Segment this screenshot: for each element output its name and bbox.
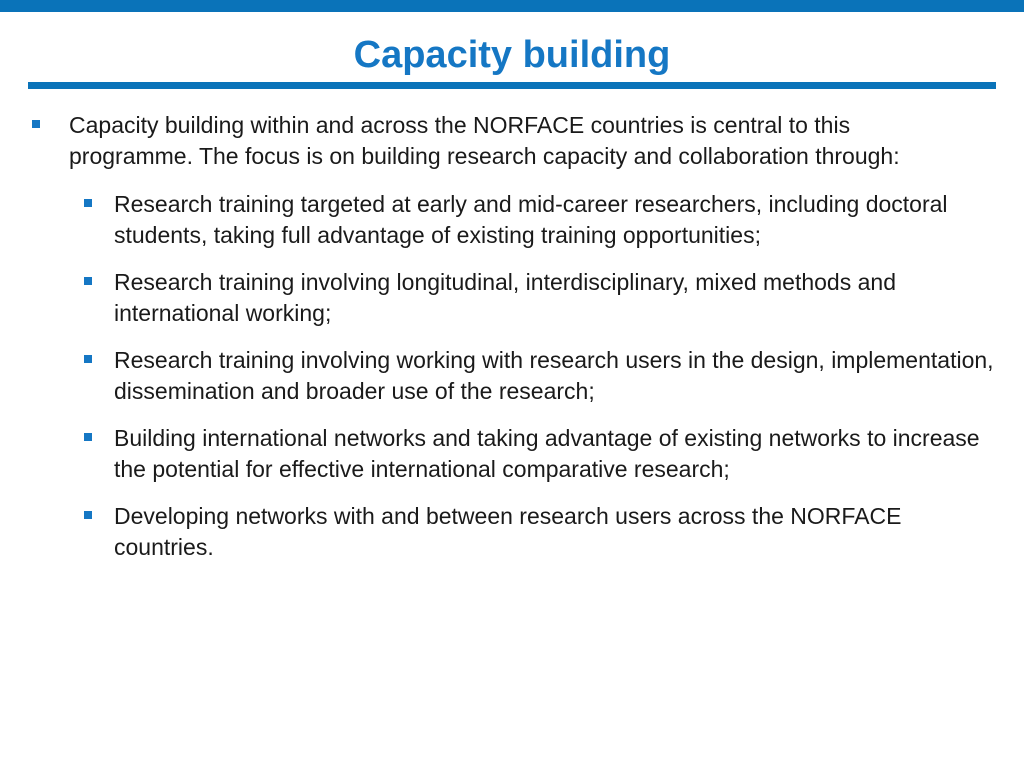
sub-bullet-item — [114, 267, 994, 329]
sub-bullet-text: Research training targeted at early and mid-career researchers, including doctoral students, taking full advantage of existing training opportunities; — [114, 191, 948, 248]
square-bullet-icon — [84, 277, 92, 285]
square-bullet-icon — [84, 511, 92, 519]
square-bullet-icon — [32, 120, 40, 128]
square-bullet-icon — [84, 433, 92, 441]
square-bullet-icon — [84, 199, 92, 207]
bullet-item-intro — [69, 110, 969, 172]
square-bullet-icon — [84, 355, 92, 363]
slide-title: Capacity building — [353, 34, 671, 76]
sub-bullet-text: Research training involving working with research users in the design, implementation, dissemination and broader use of the research; — [114, 347, 994, 404]
sub-bullet-item — [114, 189, 994, 251]
slide-content — [0, 110, 1024, 563]
sub-bullet-item — [114, 423, 994, 485]
sub-bullet-text: Developing networks with and between research users across the NORFACE countries. — [114, 503, 902, 560]
sub-bullet-item — [114, 501, 994, 563]
title-underline — [28, 82, 996, 89]
top-accent-bar — [0, 0, 1024, 12]
sub-bullet-text: Research training involving longitudinal, interdisciplinary, mixed methods and international working; — [114, 269, 896, 326]
sub-bullet-item — [114, 345, 994, 407]
sub-bullet-text: Building international networks and taking advantage of existing networks to increase the potential for effective international comparative research; — [114, 425, 980, 482]
bullet-text: Capacity building within and across the NORFACE countries is central to this programme. The focus is on building research capacity and collaboration through: — [69, 112, 900, 169]
